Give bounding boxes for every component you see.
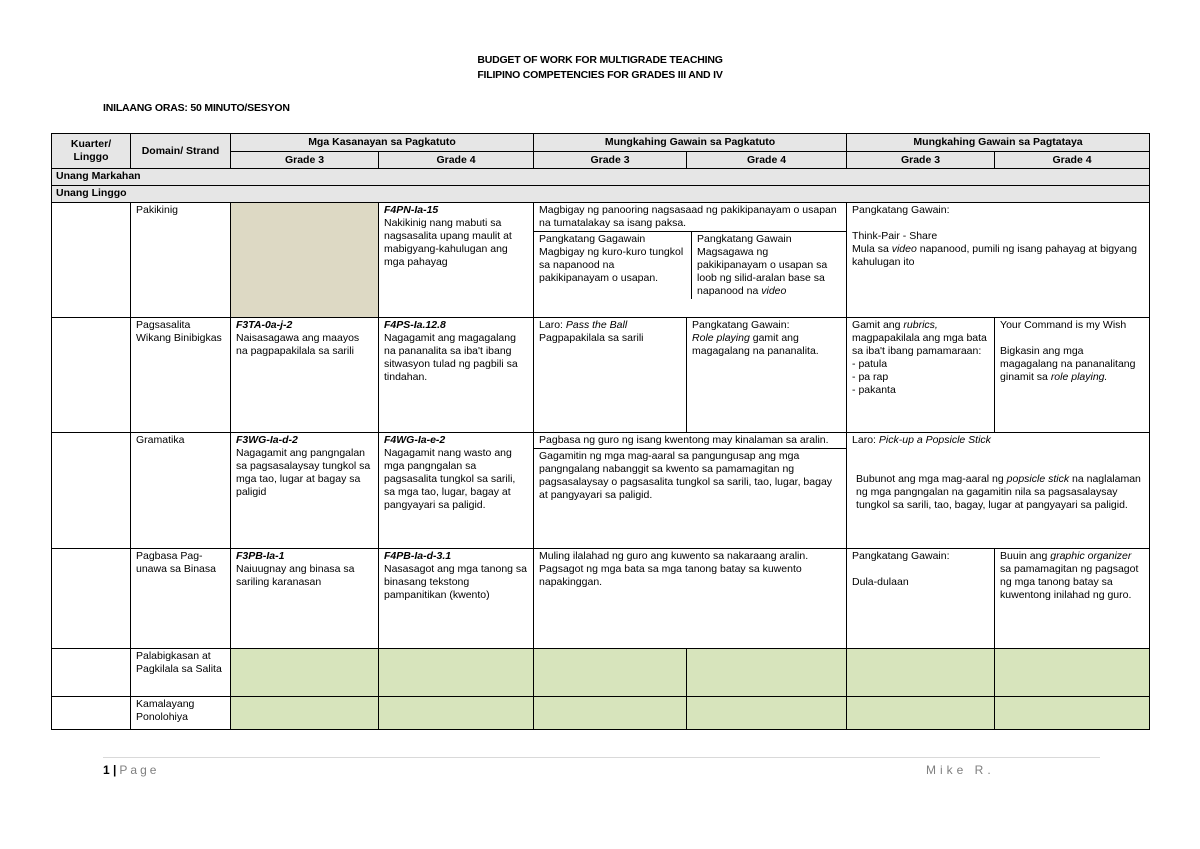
activity-text: Pangkatang Gawain Magsagawa ng pakikipanayam o usapan sa loob ng silid-aralan base sa napanood na [697, 233, 828, 297]
competency-code: F4WG-Ia-e-2 [384, 434, 446, 446]
empty-cell [847, 649, 995, 697]
page-separator: | [113, 763, 117, 777]
eval-grade4: Your Command is my Wish Bigkasin ang mga magagalang na pananalitang ginamit sa role playing. [995, 318, 1150, 433]
empty-cell [379, 649, 534, 697]
competency-text: Naisasagawa ang maayos na pagpapakilala sa sarili [236, 332, 360, 357]
table-row [52, 203, 1150, 318]
kasanayan-grade4 [379, 318, 534, 433]
header-domain-strand: Domain/ Strand [131, 134, 231, 169]
kasanayan-grade3 [231, 318, 379, 433]
gawain-pagkatuto-cell: Muling ilalahad ng guro ang kuwento sa nakaraang aralin. Pagsagot ng mga bata sa mga tanong batay sa kuwento napakinggan. [534, 549, 847, 649]
competency-code: F3TA-0a-j-2 [236, 319, 293, 331]
empty-cell [847, 697, 995, 730]
linggo-cell [52, 433, 131, 549]
eval-grade3: Gamit ang rubrics, magpapakilala ang mga bata sa iba't ibang pamamaraan: - patula - pa rap - pakanta [847, 318, 995, 433]
competency-code: F4PN-Ia-15 [384, 204, 439, 216]
table-row [52, 649, 1150, 697]
linggo-cell [52, 549, 131, 649]
gawain-pagkatuto-cell [534, 433, 847, 549]
competency-code: F4PS-Ia.12.8 [384, 319, 446, 331]
domain-cell: Kamalayang Ponolohiya [131, 697, 231, 730]
header-grade4-pagkatuto: Grade 4 [687, 152, 847, 169]
competency-code: F3WG-Ia-d-2 [236, 434, 298, 446]
gawain-pagkatuto-cell [534, 203, 847, 318]
competency-text: Naiuugnay ang binasa sa sariling karanasan [236, 563, 355, 588]
empty-cell [687, 697, 847, 730]
header-grade4-kasanayan: Grade 4 [379, 152, 534, 169]
footer-author: Mike R. [926, 763, 995, 777]
budget-of-work-table [51, 133, 1150, 730]
eval-grade3: Pangkatang Gawain: Dula-dulaan [847, 549, 995, 649]
kasanayan-grade3 [231, 549, 379, 649]
eval-heading: Pangkatang Gawain: [852, 204, 950, 216]
header-kasanayan: Mga Kasanayan sa Pagkatuto [231, 134, 534, 152]
header-grade3-kasanayan: Grade 3 [231, 152, 379, 169]
eval-instruction: Mula sa video napanood, pumili ng isang pahayag at bigyang kahulugan ito [852, 243, 1137, 268]
document-subtitle: FILIPINO COMPETENCIES FOR GRADES III AND IV [477, 69, 723, 81]
empty-cell [687, 649, 847, 697]
header-gawain-pagtataya: Mungkahing Gawain sa Pagtataya [847, 134, 1150, 152]
pagtataya-cell: Laro: Pick-up a Popsicle Stick Bubunot ang mga mag-aaral ng popsicle stick na naglalaman ng mga pangngalan na gagamitin nila sa pagsasalaysay tungkol sa sarili, tao, bagay, lugar at pangyayari sa paligid. [847, 433, 1150, 549]
linggo-cell [52, 203, 131, 318]
kasanayan-grade4 [379, 203, 534, 318]
empty-cell [995, 697, 1150, 730]
list-item: - pa rap [852, 371, 889, 383]
section-unang-linggo: Unang Linggo [52, 186, 1150, 203]
empty-grade3-cell [231, 203, 379, 318]
activity-common: Magbigay ng panooring nagsasaad ng pakikipanayam o usapan na tumatalakay sa isang paksa. [539, 204, 837, 229]
competency-text: Nagagamit ang magagalang na pananalita sa iba't ibang sitwasyon tulad ng pagbili sa tindahan. [384, 332, 518, 383]
list-item: - pakanta [852, 384, 896, 396]
empty-cell [995, 649, 1150, 697]
kasanayan-grade3 [231, 433, 379, 549]
pagtataya-cell [847, 203, 1150, 318]
table-row [52, 318, 1150, 433]
activity-grade3: Laro: Pass the Ball Pagpapakilala sa sarili [534, 318, 687, 433]
header-grade3-pagtataya: Grade 3 [847, 152, 995, 169]
linggo-cell [52, 697, 131, 730]
eval-grade4: Buuin ang graphic organizer sa pamamagitan ng pagsagot ng mga tanong batay sa kuwentong inilahad ng guro. [995, 549, 1150, 649]
activity-common: Pagbasa ng guro ng isang kwentong may kinalaman sa aralin. [539, 434, 829, 446]
document-title: BUDGET OF WORK FOR MULTIGRADE TEACHING [477, 54, 723, 66]
competency-text: Nasasagot ang mga tanong sa binasang tekstong pampanitikan (kwento) [384, 563, 528, 601]
competency-code: F3PB-Ia-1 [236, 550, 285, 562]
activity-grade4: Pangkatang Gawain: Role playing gamit ang magagalang na pananalita. [687, 318, 847, 433]
table-row [52, 549, 1150, 649]
time-allotment: INILAANG ORAS: 50 MINUTO/SESYON [103, 102, 290, 114]
empty-cell [231, 649, 379, 697]
eval-strategy: Think-Pair - Share [852, 230, 938, 242]
kasanayan-grade4 [379, 549, 534, 649]
header-grade4-pagtataya: Grade 4 [995, 152, 1150, 169]
page-number [103, 763, 159, 777]
linggo-cell [52, 649, 131, 697]
page-label: Page [119, 763, 160, 777]
empty-cell [534, 697, 687, 730]
header-grade3-pagkatuto: Grade 3 [534, 152, 687, 169]
competency-text: Nakikinig nang mabuti sa nagsasalita upang maulit at mabigyang-kahulugan ang mga pahayag [384, 217, 512, 268]
table-row [52, 433, 1150, 549]
empty-cell [379, 697, 534, 730]
domain-cell: Palabigkasan at Pagkilala sa Salita [131, 649, 231, 697]
page-number-value: 1 [103, 763, 110, 777]
domain-cell: Pakikinig [131, 203, 231, 318]
table-row [52, 697, 1150, 730]
competency-text: Nagagamit ang pangngalan sa pagsasalaysay tungkol sa mga tao, lugar at bagay sa paligid [236, 447, 371, 498]
empty-cell [231, 697, 379, 730]
competency-code: F4PB-Ia-d-3.1 [384, 550, 452, 562]
linggo-cell [52, 318, 131, 433]
kasanayan-grade4 [379, 433, 534, 549]
domain-cell: Pagbasa Pag-unawa sa Binasa [131, 549, 231, 649]
activity-grade4 [692, 232, 847, 300]
domain-cell: Pagsasalita Wikang Binibigkas [131, 318, 231, 433]
empty-cell [534, 649, 687, 697]
competency-text: Nagagamit nang wasto ang mga pangngalan sa pagsasalita tungkol sa sarili, sa mga tao, lugar, bagay at pangyayari sa paligid. [384, 447, 516, 511]
activity-common: Gagamitin ng mga mag-aaral sa pangungusap ang mga pangngalang nabanggit sa kwento sa pamamagitan ng pagsasalaysay o pagsasalita tungkol sa sarili, tao, lugar, bagay at pangyayari sa paligid. [534, 448, 846, 502]
header-kuarter-linggo: Kuarter/ Linggo [52, 134, 131, 169]
activity-grade3: Pangkatang Gagawain Magbigay ng kuro-kuro tungkol sa napanood na pakikipanayam o usapan. [539, 233, 684, 284]
list-item: - patula [852, 358, 888, 370]
footer-divider [103, 757, 1100, 758]
domain-cell: Gramatika [131, 433, 231, 549]
activity-italic: video [761, 285, 787, 297]
header-gawain-pagkatuto: Mungkahing Gawain sa Pagkatuto [534, 134, 847, 152]
section-unang-markahan: Unang Markahan [52, 169, 1150, 186]
